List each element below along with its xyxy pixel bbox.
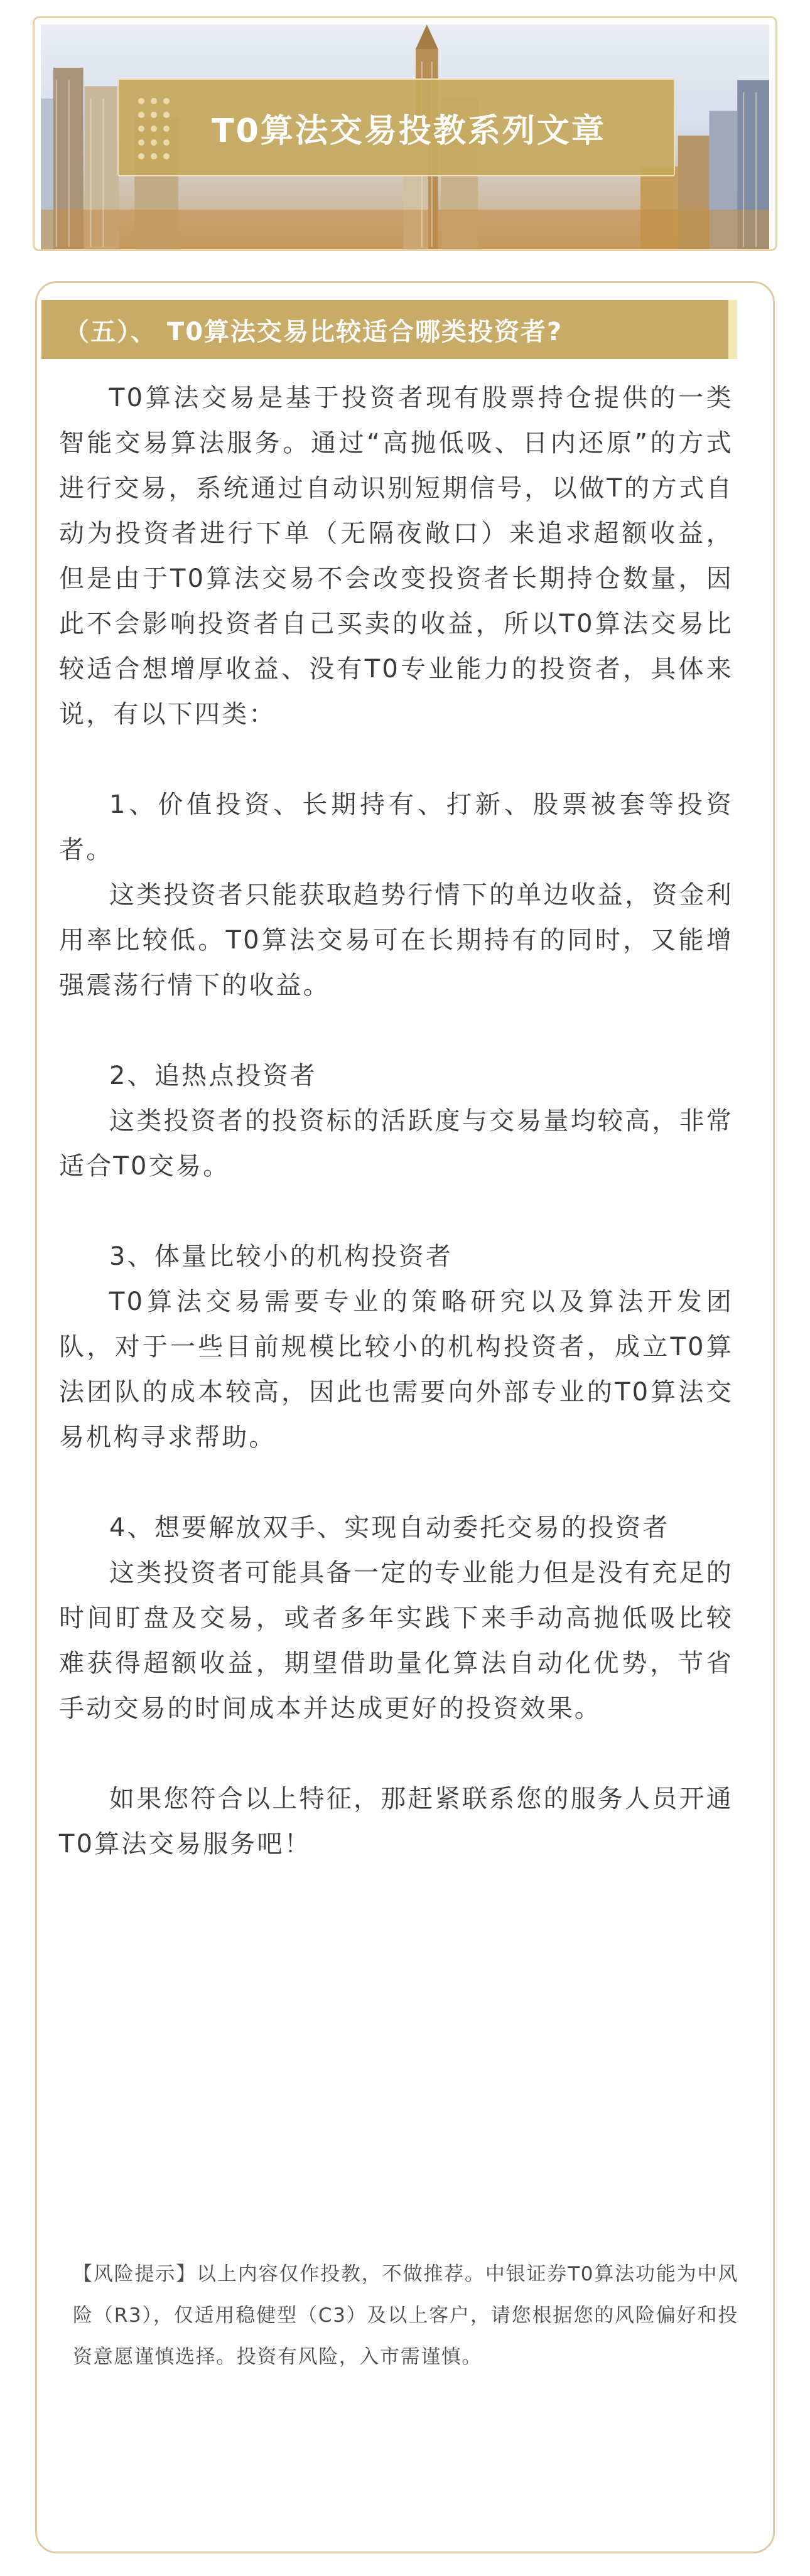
risk-notice bbox=[73, 2253, 738, 2378]
item-body: 这类投资者可能具备一定的专业能力但是没有充足的时间盯盘及交易，或者多年实践下来手动高抛低吸比较难获得超额收益，期望借助量化算法自动化优势，节省手动交易的时间成本并达成更好的投资效果。 bbox=[59, 1559, 733, 1723]
banner-title: T0算法交易投教系列文章 bbox=[212, 112, 606, 150]
item-body: 这类投资者只能获取趋势行情下的单边收益，资金利用率比较低。T0算法交易可在长期持有的同时，又能增强震荡行情下的收益。 bbox=[59, 881, 733, 1000]
item-heading: 3、体量比较小的机构投资者 bbox=[109, 1242, 453, 1271]
closing-paragraph: 如果您符合以上特征，那赶紧联系您的服务人员开通T0算法交易服务吧！ bbox=[59, 1784, 733, 1859]
item-heading: 1、价值投资、长期持有、打新、股票被套等投资者。 bbox=[59, 790, 733, 864]
item-body: 这类投资者的投资标的活跃度与交易量均较高，非常适合T0交易。 bbox=[59, 1107, 733, 1181]
banner-title-card bbox=[117, 78, 675, 176]
intro-paragraph: T0算法交易是基于投资者现有股票持仓提供的一类智能交易算法服务。通过“高抛低吸、日内还原”的方式进行交易，系统通过自动识别短期信号，以做T的方式自动为投资者进行下单（无隔夜敞口）来追求超额收益，但是由于T0算法交易不会改变投资者长期持仓数量，因此不会影响投资者自己买卖的收益，所以T0算法交易比较适合想增厚收益、没有T0专业能力的投资者，具体来说，有以下四类： bbox=[59, 384, 733, 729]
header-banner bbox=[33, 16, 777, 251]
section-heading: （五）、 T0算法交易比较适合哪类投资者? bbox=[64, 317, 563, 346]
risk-notice-text: 【风险提示】以上内容仅作投教，不做推荐。中银证券T0算法功能为中风险（R3），仅适用稳健型（C3）及以上客户，请您根据您的风险偏好和投资意愿谨慎选择。投资有风险，入市需谨慎。 bbox=[73, 2263, 738, 2368]
item-heading: 2、追热点投资者 bbox=[109, 1061, 318, 1090]
section-accent-stripe bbox=[728, 300, 737, 359]
item-heading: 4、想要解放双手、实现自动委托交易的投资者 bbox=[109, 1513, 670, 1542]
section-heading-bar bbox=[41, 300, 737, 359]
article-body bbox=[59, 375, 733, 1867]
item-body: T0算法交易需要专业的策略研究以及算法开发团队，对于一些目前规模比较小的机构投资者，成立T0算法团队的成本较高，因此也需要向外部专业的T0算法交易机构寻求帮助。 bbox=[59, 1287, 733, 1452]
